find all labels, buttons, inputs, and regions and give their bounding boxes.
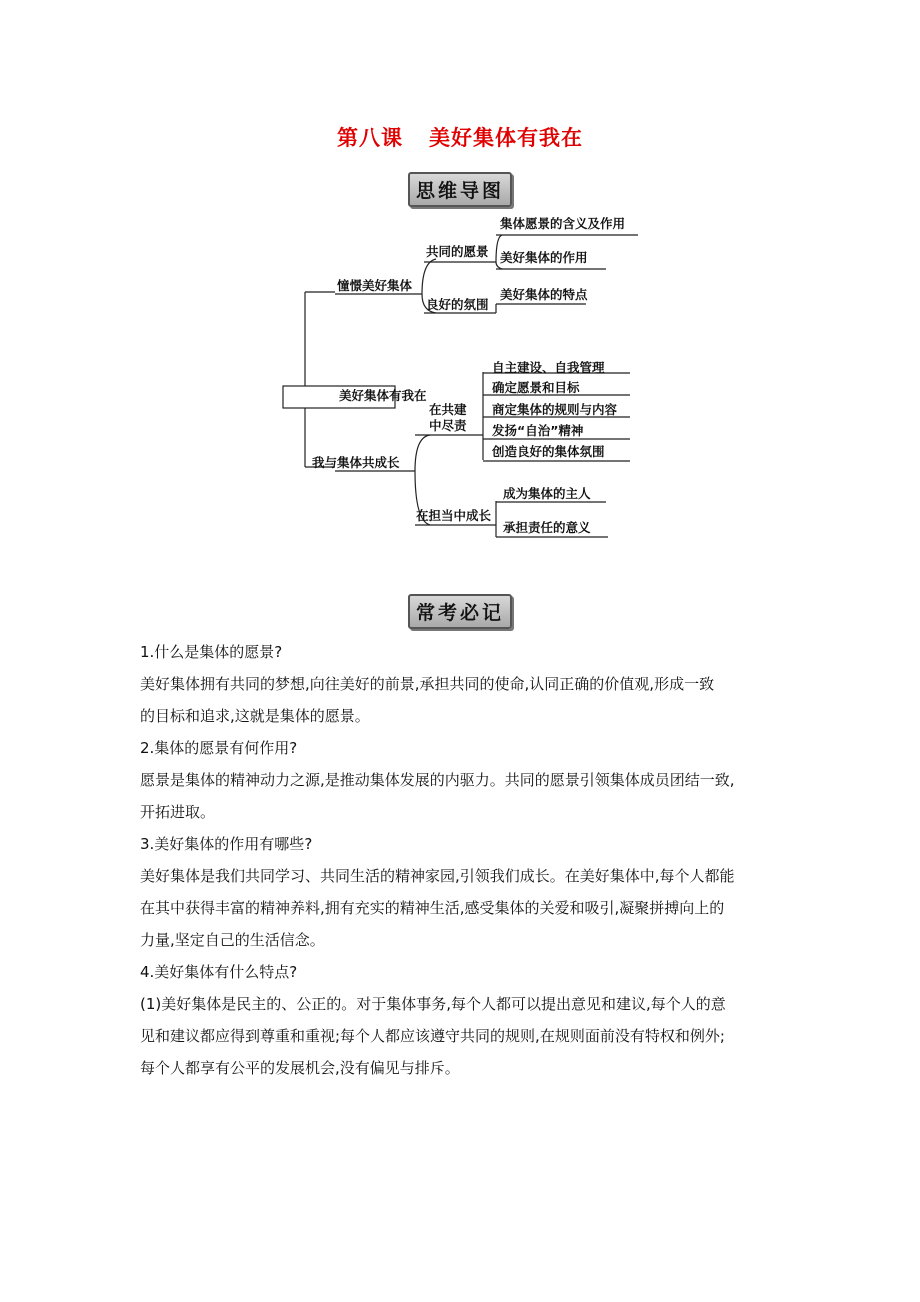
answer-line: 的目标和追求,这就是集体的愿景。	[140, 707, 370, 725]
lesson-name: 美好集体有我在	[429, 126, 583, 150]
branch1-sub1-item: 集体愿景的含义及作用	[500, 216, 626, 231]
lesson-number: 第八课	[337, 126, 403, 150]
branch2-sub1-item: 商定集体的规则与内容	[492, 402, 618, 417]
branch2-sub1-item: 发扬“自治”精神	[492, 423, 584, 438]
branch2-label: 我与集体共成长	[312, 455, 400, 470]
question: 2.集体的愿景有何作用?	[140, 739, 298, 757]
answer-line: 在其中获得丰富的精神养料,拥有充实的精神生活,感受集体的关爱和吸引,凝聚拼搏向上的	[140, 899, 725, 917]
answer-line: 愿景是集体的精神动力之源,是推动集体发展的内驱力。共同的愿景引领集体成员团结一致,	[140, 771, 735, 789]
branch2-sub1-item: 自主建设、自我管理	[492, 360, 605, 375]
branch2-sub1-item: 创造良好的集体氛围	[492, 444, 605, 459]
lesson-title	[0, 122, 920, 152]
branch1-sub1-label: 共同的愿景	[426, 244, 489, 259]
mind-map-badge: 思维导图	[408, 172, 512, 207]
qa-section	[140, 636, 800, 1084]
question: 4.美好集体有什么特点?	[140, 963, 298, 981]
branch1-sub2-label: 良好的氛围	[426, 297, 489, 312]
branch1-sub2-item: 美好集体的特点	[500, 287, 588, 302]
mindmap-root-label: 美好集体有我在	[339, 388, 427, 403]
answer-line: 每个人都享有公平的发展机会,没有偏见与排斥。	[140, 1059, 460, 1077]
answer-line: 开拓进取。	[140, 803, 216, 821]
question: 3.美好集体的作用有哪些?	[140, 835, 313, 853]
branch1-sub1-item: 美好集体的作用	[500, 250, 588, 265]
answer-line: 美好集体是我们共同学习、共同生活的精神家园,引领我们成长。在美好集体中,每个人都能	[140, 867, 735, 885]
branch2-sub1-label-line2: 中尽责	[429, 418, 467, 433]
key-points-badge: 常考必记	[408, 594, 512, 629]
branch2-sub1-item: 确定愿景和目标	[492, 380, 580, 395]
branch2-sub2-label: 在担当中成长	[416, 508, 492, 523]
answer-line: 美好集体拥有共同的梦想,向往美好的前景,承担共同的使命,认同正确的价值观,形成一致	[140, 675, 715, 693]
branch2-sub2-item: 承担责任的意义	[503, 520, 591, 535]
branch2-sub1-label-line1: 在共建	[429, 402, 467, 417]
branch2-sub2-item: 成为集体的主人	[503, 486, 591, 501]
branch1-label: 憧憬美好集体	[337, 278, 413, 293]
answer-line: (1)美好集体是民主的、公正的。对于集体事务,每个人都可以提出意见和建议,每个人的意	[140, 995, 726, 1013]
question: 1.什么是集体的愿景?	[140, 643, 283, 661]
mind-map	[270, 205, 650, 545]
answer-line: 力量,坚定自己的生活信念。	[140, 931, 325, 949]
answer-line: 见和建议都应得到尊重和重视;每个人都应该遵守共同的规则,在规则面前没有特权和例外;	[140, 1027, 725, 1045]
